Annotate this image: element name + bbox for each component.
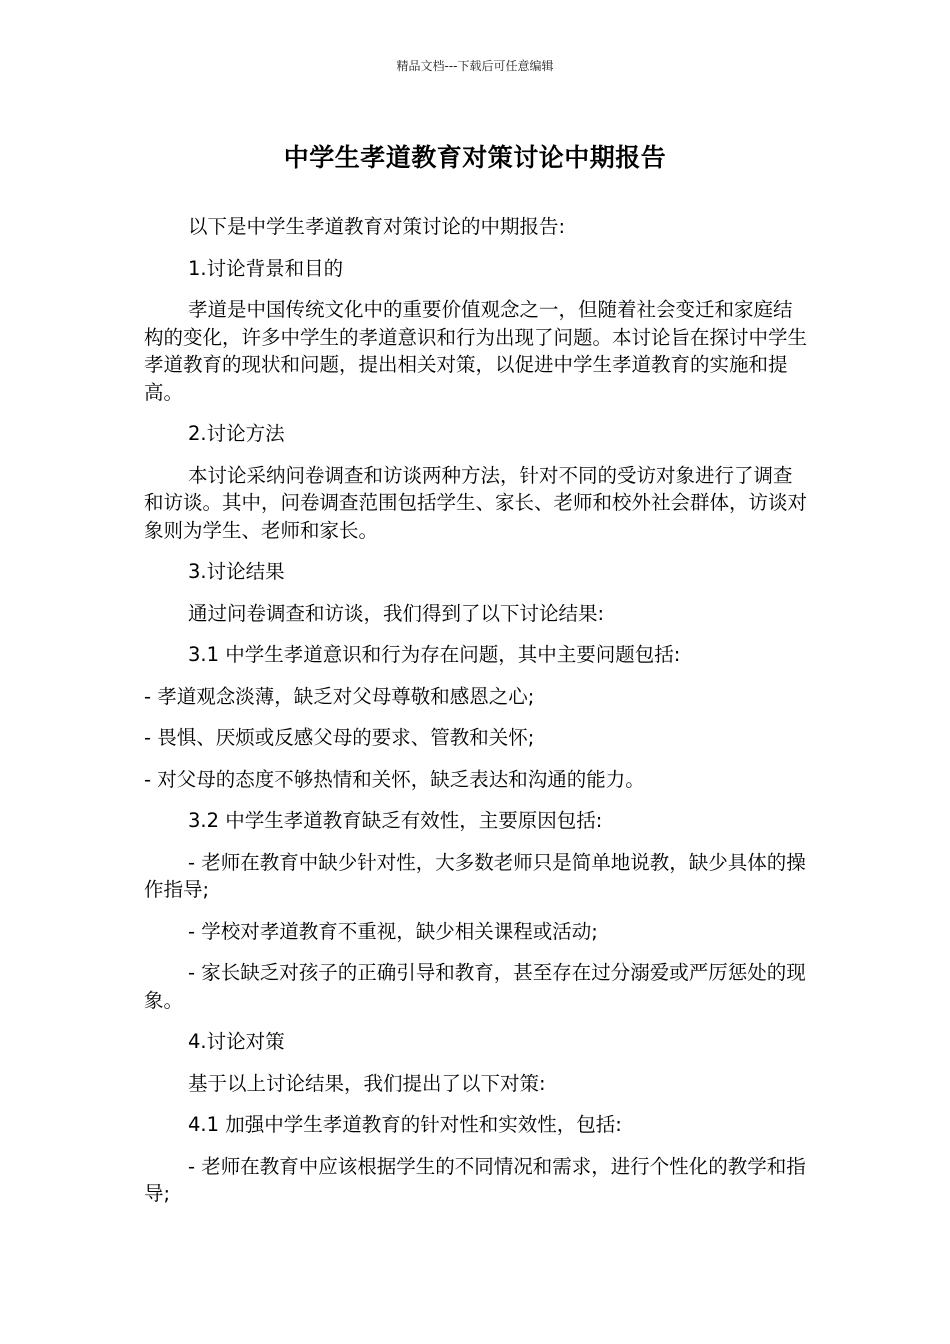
paragraph-method: 本讨论采纳问卷调查和访谈两种方法，针对不同的受访对象进行了调查和访谈。其中，问卷调查范围包括学生、家长、老师和校外社会群体，访谈对象则为学生、老师和家长。 xyxy=(144,463,808,542)
document-body xyxy=(144,213,808,1208)
list-item: - 孝道观念淡薄，缺乏对父母尊敬和感恩之心; xyxy=(144,684,535,708)
list-item: - 对父母的态度不够热情和关怀，缺乏表达和沟通的能力。 xyxy=(144,767,645,791)
section-heading-method: 2.讨论方法 xyxy=(188,422,285,445)
list-item: - 学校对孝道教育不重视，缺少相关课程或活动; xyxy=(188,919,598,943)
subsection-heading-3-2: 3.2 中学生孝道教育缺乏有效性，主要原因包括: xyxy=(188,809,603,832)
paragraph-intro: 以下是中学生孝道教育对策讨论的中期报告: xyxy=(188,215,566,238)
document-title: 中学生孝道教育对策讨论中期报告 xyxy=(283,143,667,172)
header-note: 精品文档---下载后可任意编辑 xyxy=(396,59,554,73)
subsection-heading-4-1: 4.1 加强中学生孝道教育的针对性和实效性，包括: xyxy=(188,1113,622,1136)
list-item: - 畏惧、厌烦或反感父母的要求、管教和关怀; xyxy=(144,726,535,749)
subsection-heading-3-1: 3.1 中学生孝道意识和行为存在问题，其中主要问题包括: xyxy=(188,643,681,666)
paragraph-countermeasures-intro: 基于以上讨论结果，我们提出了以下对策: xyxy=(188,1071,546,1095)
paragraph-results-intro: 通过问卷调查和访谈，我们得到了以下讨论结果: xyxy=(188,601,605,625)
paragraph-background: 孝道是中国传统文化中的重要价值观念之一，但随着社会变迁和家庭结构的变化，许多中学生的孝道意识和行为出现了问题。本讨论旨在探讨中学生孝道教育的现状和问题，提出相关对策，以促进中学生孝道教育的实施和提高。 xyxy=(144,298,808,404)
section-heading-countermeasures: 4.讨论对策 xyxy=(188,1030,285,1053)
section-heading-background: 1.讨论背景和目的 xyxy=(188,256,344,280)
list-item: - 老师在教育中缺少针对性，大多数老师只是简单地说教，缺少具体的操作指导; xyxy=(144,850,806,901)
list-item: - 老师在教育中应该根据学生的不同情况和需求，进行个性化的教学和指导; xyxy=(144,1154,806,1205)
list-item: - 家长缺乏对孩子的正确引导和教育，甚至存在过分溺爱或严厉惩处的现象。 xyxy=(144,961,806,1012)
section-heading-results: 3.讨论结果 xyxy=(188,560,285,583)
